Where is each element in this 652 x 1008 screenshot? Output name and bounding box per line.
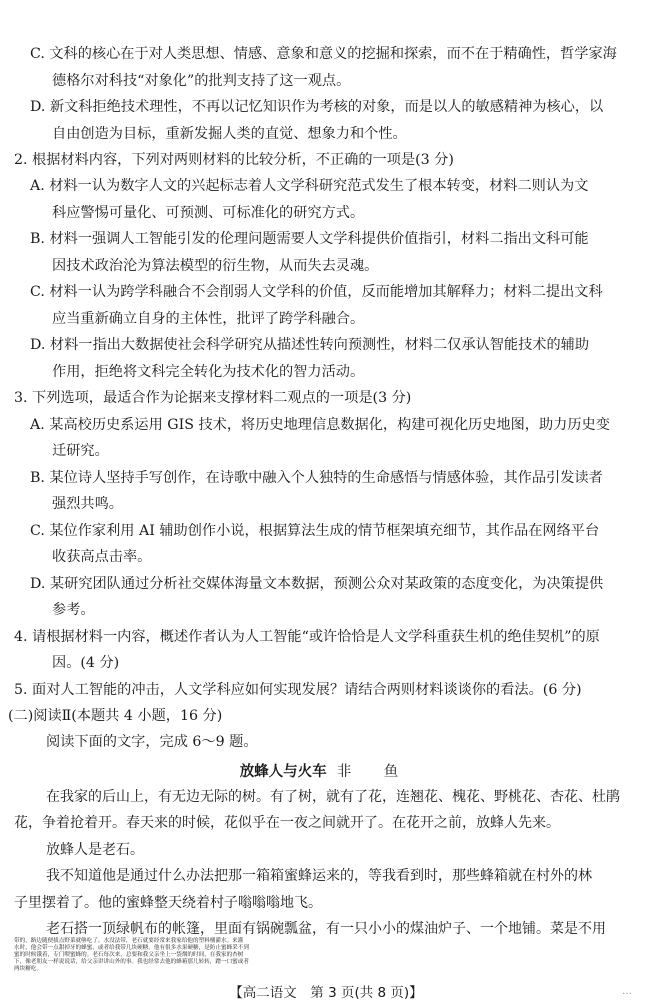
q2-option-a: A. 材料一认为数字人文的兴起标志着人文学科研究范式发生了根本转变，材料二则认为文	[30, 178, 589, 194]
q2-option-d: D. 材料一指出大数据使社会科学研究从描述性转向预测性，材料二仅承认智能技术的辅助	[30, 337, 590, 353]
story-line: 水时，他会带一点甜掉牙的蜂蜜，或者给我带几块硬糖。他有很多水果硬糖，是防止蜜蜂采不到	[14, 945, 249, 951]
story-line: 带的，路边随便拔点野菜就够吃了。水没法带，老石就要经常来我家给他的塑料桶灌水。来灌	[14, 938, 244, 944]
question-3: 3. 下列选项，最适合作为论据来支撑材料二观点的一项是(3 分)	[14, 390, 412, 406]
section-heading: (二)阅读Ⅱ(本题共 4 小题，16 分)	[8, 708, 223, 724]
q2-option-c: C. 材料一认为跨学科融合不会削弱人文学科的价值，反而能增加其解释力；材料二提出文科	[30, 284, 603, 300]
question-4: 4. 请根据材料一内容，概述作者认为人工智能“或许恰恰是人文学科重获生机的绝佳契机”的原	[14, 629, 600, 645]
q3-option-b-cont: 强烈共鸣。	[52, 496, 123, 512]
question-4-cont: 因。(4 分)	[52, 655, 120, 671]
q3-option-d-cont: 参考。	[52, 602, 95, 618]
q3-option-c-cont: 收获高点击率。	[52, 549, 152, 565]
q1-option-d-cont: 自由创造为目标，重新发掘人类的直觉、想象力和个性。	[52, 126, 407, 142]
page-footer: 【高二语文 第 3 页(共 8 页)】	[229, 985, 423, 1001]
story-line: 两块糖吃。	[14, 966, 42, 972]
section-instruction: 阅读下面的文字，完成 6～9 题。	[46, 734, 258, 750]
q2-option-d-cont: 作用，拒绝将文科完全转化为技术化的智力活动。	[52, 364, 365, 380]
q3-option-c: C. 某位作家利用 AI 辅助创作小说，根据算法生成的情节框架填充细节，其作品在网络平台	[30, 523, 600, 539]
q3-option-b: B. 某位诗人坚持手写创作，在诗歌中融入个人独特的生命感悟与情感体验，其作品引发读者	[30, 470, 603, 486]
q3-option-a-cont: 迁研究。	[52, 443, 109, 459]
story-line: 下，像老朋友一样说说话，给父亲讲讲山外的事。我也经常去他的蜂箱那儿转转，蹭一口蜜或者	[14, 959, 249, 965]
story-paragraph-3-cont: 子里摆着了。他的蜜蜂整天绕着村子嗡嗡嗡地飞。	[14, 895, 322, 911]
q2-option-b: B. 材料一强调人工智能引发的伦理问题需要人文学科提供价值指引，材料二指出文科可能	[30, 231, 589, 247]
q1-option-c: C. 文科的核心在于对人类思想、情感、意象和意义的挖掘和探索，而不在于精确性，哲学家海	[30, 46, 617, 62]
question-5: 5. 面对人工智能的冲击，人文学科应如何实现发展？请结合两则材料谈谈你的看法。(6 分)	[14, 682, 582, 698]
story-line: 蜜的时候饿着，专门喂蜜蜂的。老石每次来，总要和我父亲坐上一袋烟的时间，在我家的杏树	[14, 952, 244, 958]
q1-option-c-cont: 德格尔对科技“对象化”的批判支持了这一观点。	[52, 73, 351, 89]
story-paragraph-1-cont: 花，争着抢着开。春天来的时候，花似乎在一夜之间就开了。在花开之前，放蜂人先来。	[14, 815, 560, 831]
story-paragraph-1: 在我家的后山上，有无边无际的树。有了树，就有了花，连翘花、槐花、野桃花、杏花、杜鹃	[46, 789, 620, 805]
story-title-line	[0, 760, 652, 781]
story-author: 非 鱼	[336, 764, 413, 780]
question-2: 2. 根据材料内容，下列对两则材料的比较分析，不正确的一项是(3 分)	[14, 152, 454, 168]
corner-marks: …	[622, 986, 632, 997]
story-paragraph-2: 放蜂人是老石。	[46, 842, 144, 858]
story-paragraph-4: 老石搭一顶绿帆布的帐篷，里面有锅碗瓢盆，有一只小小的煤油炉子、一个地铺。菜是不用	[46, 921, 606, 937]
q2-option-b-cont: 因技术政治沦为算法模型的衍生物，从而失去灵魂。	[52, 258, 379, 274]
q2-option-a-cont: 科应警惕可量化、可预测、可标准化的研究方式。	[52, 205, 365, 221]
q1-option-d: D. 新文科拒绝技术理性，不再以记忆知识作为考核的对象，而是以人的敏感精神为核心，以	[30, 99, 604, 115]
story-paragraph-3: 我不知道他是通过什么办法把那一箱箱蜜蜂运来的，等我看到时，那些蜂箱就在村外的林	[46, 868, 592, 884]
story-title: 放蜂人与火车	[239, 764, 327, 780]
q3-option-a: A. 某高校历史系运用 GIS 技术，将历史地理信息数据化，构建可视化历史地图，助力历史变	[30, 417, 610, 433]
q2-option-c-cont: 应当重新确立自身的主体性，批评了跨学科融合。	[52, 311, 365, 327]
q3-option-d: D. 某研究团队通过分析社交媒体海量文本数据，预测公众对某政策的态度变化，为决策提供	[30, 576, 604, 592]
story-paragraph-4-cont	[14, 938, 642, 973]
